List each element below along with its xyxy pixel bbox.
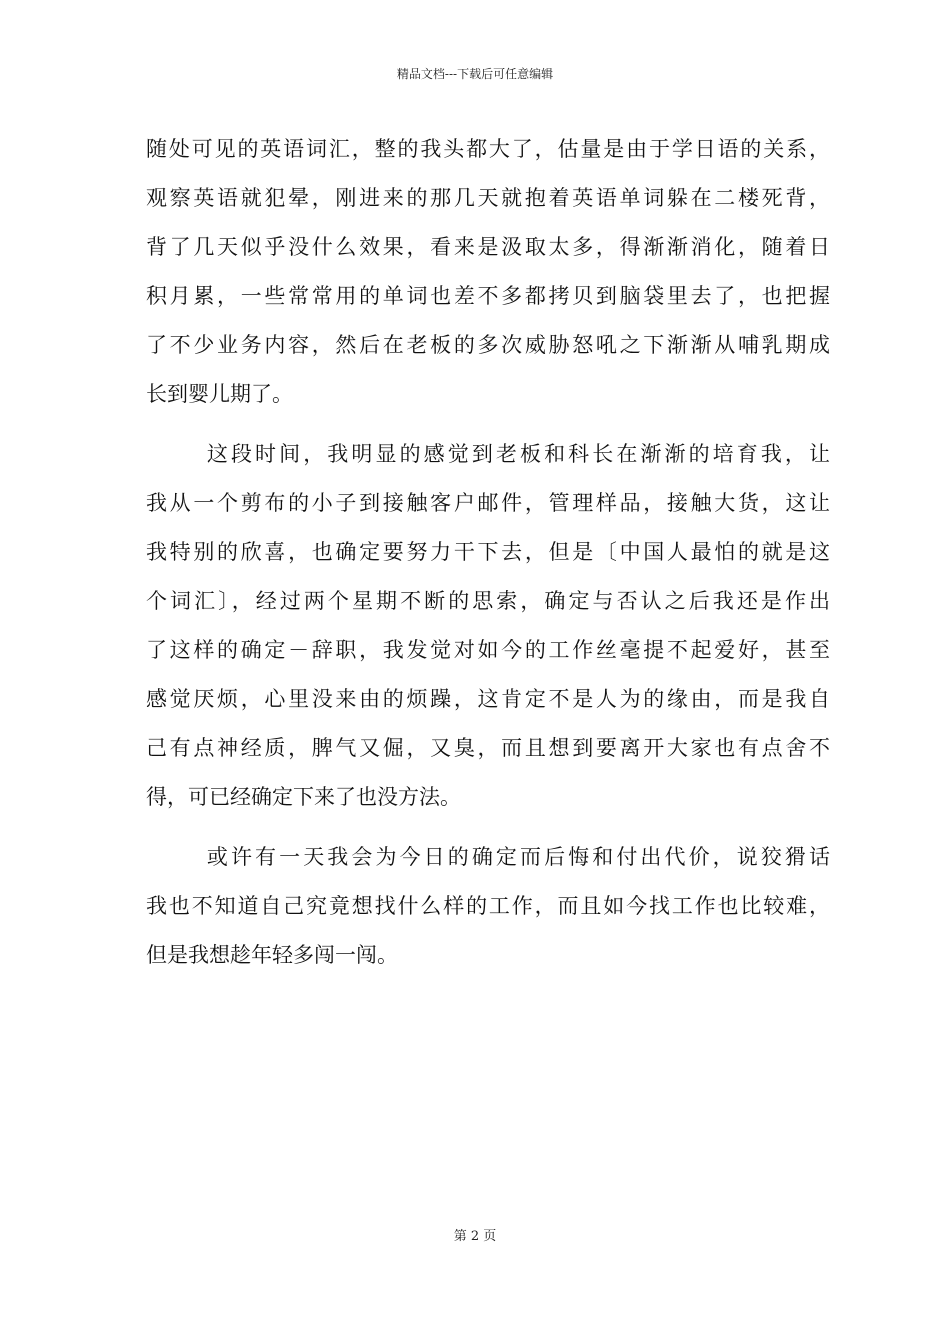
paragraph-1-line-5: 了不少业务内容，然后在老板的多次威胁怒吼之下渐渐从哺乳期成 — [146, 333, 830, 357]
paragraph-2-line-6: 感觉厌烦，心里没来由的烦躁，这肯定不是人为的缘由，而是我自 — [146, 687, 830, 711]
paragraph-3-line-3: 但是我想趁年轻多闯一闯。 — [146, 943, 398, 967]
paragraph-gap — [146, 822, 830, 833]
paragraph-2-line-1: 这段时间，我明显的感觉到老板和科长在渐渐的培育我，让 — [206, 442, 830, 466]
paragraph-1-line-3: 背了几天似乎没什么效果，看来是汲取太多，得渐渐消化，随着日 — [146, 235, 830, 259]
paragraph-1-line-1: 随处可见的英语词汇，整的我头都大了，估量是由于学日语的关系， — [146, 137, 830, 161]
paragraph-2-line-2: 我从一个剪布的小子到接触客户邮件，管理样品，接触大货，这让 — [146, 491, 830, 515]
paragraph-2-line-3: 我特别的欣喜，也确定要努力干下去，但是〔中国人最怕的就是这 — [146, 540, 830, 564]
paragraph-1-line-6: 长到婴儿期了。 — [146, 382, 293, 406]
document-body — [146, 125, 830, 980]
paragraph-1-line-2: 观察英语就犯晕，刚进来的那几天就抱着英语单词躲在二楼死背， — [146, 186, 830, 210]
paragraph-3-line-1: 或许有一天我会为今日的确定而后悔和付出代价，说狡猾话 — [206, 845, 830, 869]
paragraph-2-line-5: 了这样的确定－辞职，我发觉对如今的工作丝毫提不起爱好，甚至 — [146, 638, 830, 662]
paragraph-3-line-2: 我也不知道自己究竟想找什么样的工作，而且如今找工作也比较难， — [146, 894, 830, 918]
paragraph-2-line-7: 己有点神经质，脾气又倔，又臭，而且想到要离开大家也有点舍不 — [146, 736, 830, 760]
paragraph-2-line-8: 得，可已经确定下来了也没方法。 — [146, 785, 461, 809]
paragraph-gap — [146, 419, 830, 430]
paragraph-1-line-4: 积月累，一些常常用的单词也差不多都拷贝到脑袋里去了，也把握 — [146, 284, 830, 308]
page-header: 精品文档---下载后可任意编辑 — [396, 67, 554, 81]
paragraph-2-line-4: 个词汇〕，经过两个星期不断的思索，确定与否认之后我还是作出 — [146, 589, 830, 613]
page-number: 第 2 页 — [453, 1229, 497, 1244]
